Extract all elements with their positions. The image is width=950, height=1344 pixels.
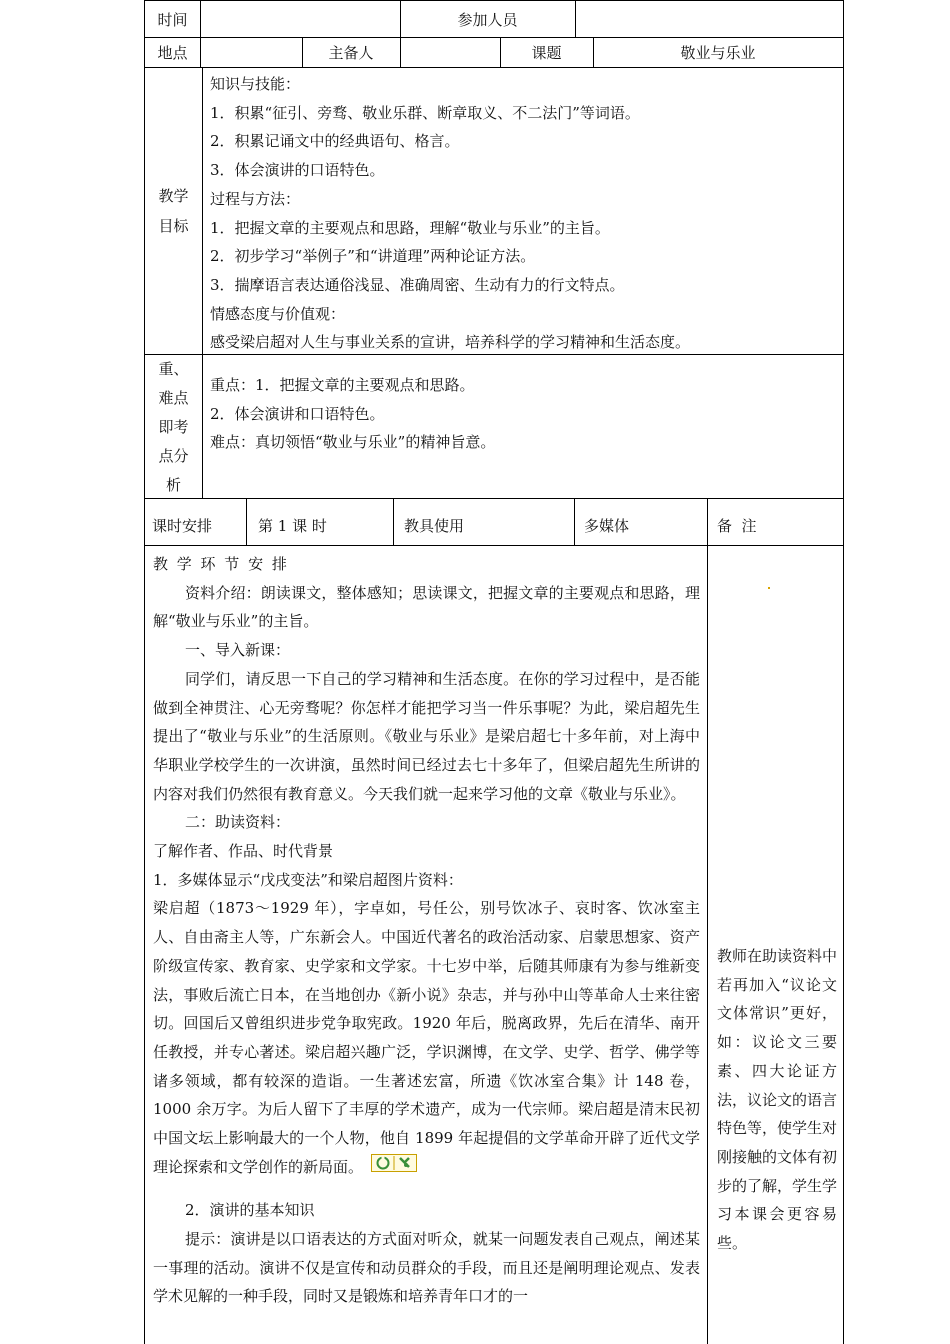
- subheading-reading: 二：助读资料：: [185, 813, 291, 832]
- goals-line: 过程与方法：: [210, 189, 301, 208]
- main-content: [153, 550, 700, 1344]
- section-heading: 教 学 环 节 安 排: [153, 555, 289, 573]
- hours-value: 第 1 课 时: [258, 516, 327, 535]
- subheading-intro: 一、导入新课：: [185, 641, 291, 660]
- col-divider: [593, 37, 594, 68]
- col-divider: [500, 37, 501, 68]
- row-divider: [144, 67, 844, 68]
- subheading-speech: 2．演讲的基本知识: [185, 1201, 315, 1220]
- reading-line: 了解作者、作品、时代背景: [153, 842, 334, 861]
- participants-label: 参加人员: [457, 10, 518, 29]
- preparer-value[interactable]: [400, 38, 500, 68]
- row-divider: [144, 545, 844, 546]
- keypoint-line: 重点：1．把握文章的主要观点和思路。: [210, 376, 475, 394]
- goals-line: 1．把握文章的主要观点和思路，理解“敬业与乐业”的主旨。: [210, 218, 610, 237]
- row-divider: [144, 498, 844, 499]
- stray-mark: [768, 587, 770, 589]
- col-divider: [393, 498, 394, 546]
- author-bio-text: 梁启超（1873～1929 年），字卓如，号任公，别号饮冰子、哀时客、饮冰室主人、自由斋主人等，广东新会人。中国近代著名的政治活动家、启蒙思想家、资产阶级宣传家、教育家、史学家和文学家。十七岁中举，后随其师康有为参与维新变法，事败后流亡日本，在当地创办《新小说》杂志，并与孙中山等革命人士来往密切。回国后又曾组织进步党争取宪政。1920 年后，脱离政界，先后在清华、南开任教授，并专心著述。梁启超兴趣广泛，学识渊博，在文学、史学、哲学、佛学等诸多领域，都有较深的造诣。一生著述宏富，所遗《饮冰室合集》计 148 卷，1000 余万字。为后人留下了丰厚的学术遗产，成为一代宗师。梁启超是清末民初中国文坛上影响最大的一个人物，他自 1899 年起提倡的文学革命开辟了近代文学理论探索和文学创作的新局面。: [153, 899, 700, 1176]
- intro-paragraph: 资料介绍：朗读课文，整体感知；思读课文，把握文章的主要观点和思路，理解“敬业与乐业”的主旨。: [153, 583, 700, 631]
- goals-line: 1．积累“征引、旁骛、敬业乐群、断章取义、不二法门”等词语。: [210, 103, 640, 122]
- col-divider: [200, 0, 201, 68]
- goals-label: 教学 目标: [158, 187, 189, 235]
- reading-line: 1．多媒体显示“戊戌变法”和梁启超图片资料：: [153, 870, 463, 889]
- place-value[interactable]: [200, 38, 302, 68]
- col-divider: [575, 0, 576, 38]
- col-divider: [302, 37, 303, 68]
- col-divider: [400, 0, 401, 68]
- time-value[interactable]: [200, 2, 400, 38]
- intro-body: 同学们，请反思一下自己的学习精神和生活态度。在你的学习过程中，是否能做到全神贯注、心无旁骛呢？你怎样才能把学习当一件乐事呢？为此，梁启超先生提出了“敬业与乐业”的生活原则。《敬业与乐业》是梁启超七十多年前，对上海中华职业学校学生的一次讲演，虽然时间已经过去七十多年了，但梁启超先生所讲的内容对我们仍然很有教育意义。今天我们就一起来学习他的文章《敬业与乐业》。: [153, 669, 700, 803]
- col-divider: [202, 67, 203, 499]
- goals-line: 知识与技能：: [210, 75, 301, 93]
- topic-value: 敬业与乐业: [680, 43, 756, 62]
- keypoint-line: 难点：真切领悟“敬业与乐业”的精神旨意。: [210, 433, 496, 452]
- table-border-right: [843, 0, 844, 1344]
- col-divider: [574, 498, 575, 546]
- preparer-label: 主备人: [328, 43, 374, 62]
- speech-paragraph: 提示：演讲是以口语表达的方式面对听众，就某一问题发表自己观点，阐述某一事理的活动。演讲不仅是宣传和动员群众的手段，而且还是阐明理论观点、发表学术见解的一种手段，同时又是锻炼和培养青年口才的一: [153, 1229, 700, 1306]
- place-label: 地点: [157, 43, 188, 62]
- tools-label: 教具使用: [404, 516, 465, 535]
- col-divider: [246, 498, 247, 546]
- tools-value: 多媒体: [584, 516, 630, 535]
- hours-label: 课时安排: [152, 516, 213, 535]
- table-border-top: [144, 0, 844, 1]
- author-bio: [153, 894, 700, 1182]
- col-divider: [707, 498, 708, 1344]
- time-label: 时间: [157, 10, 188, 29]
- goals-content: [210, 70, 840, 354]
- goals-line: 3．体会演讲的口语特色。: [210, 161, 385, 180]
- goals-line: 情感态度与价值观：: [210, 304, 346, 323]
- table-border-left: [144, 0, 145, 1344]
- topic-label: 课题: [531, 43, 562, 62]
- notes-label: 备 注: [717, 516, 757, 535]
- media-icons[interactable]: [371, 1153, 417, 1182]
- row-divider: [144, 37, 844, 38]
- participants-value[interactable]: [575, 2, 843, 38]
- row-divider: [144, 354, 844, 355]
- keypoints-content: [210, 371, 840, 491]
- goals-line: 3．揣摩语言表达通俗浅显、准确周密、生动有力的行文特点。: [210, 275, 625, 294]
- side-note: 教师在助读资料中若再加入“议论文文体常识”更好，如：议论文三要素、四大论证方法，议论文的语言特色等，使学生对刚接触的文体有初步的了解，学生学习本课会更容易些。: [717, 947, 838, 1253]
- keypoint-line: 2．体会演讲和口语特色。: [210, 404, 385, 423]
- goals-line: 感受梁启超对人生与事业关系的宣讲，培养科学的学习精神和生活态度。: [210, 333, 691, 352]
- goals-line: 2．积累记诵文中的经典语句、格言。: [210, 132, 460, 151]
- goals-line: 2．初步学习“举例子”和“讲道理”两种论证方法。: [210, 247, 536, 266]
- keypoints-label: 重、 难点 即考 点分 析: [158, 359, 189, 494]
